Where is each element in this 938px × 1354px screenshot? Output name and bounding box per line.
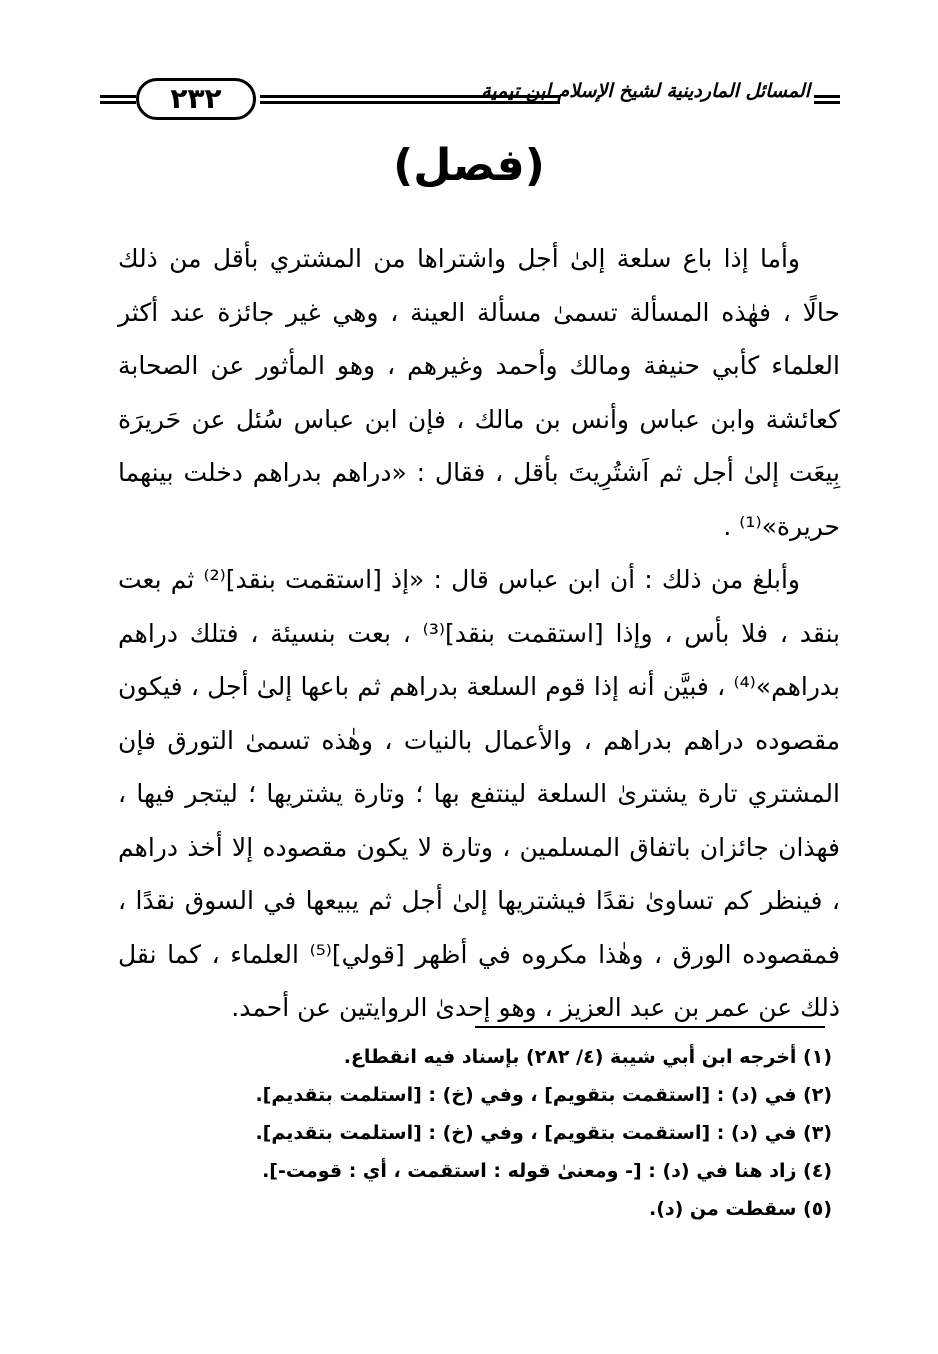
footnote-separator xyxy=(475,1026,825,1028)
header-rule xyxy=(814,95,840,98)
page-header xyxy=(100,70,840,130)
footnote: (٤) زاد هنا في (د) : [- ومعنىٰ قوله : استقمت ، أي : قومت-]. xyxy=(262,1160,832,1182)
header-rule xyxy=(814,101,840,104)
header-rule xyxy=(100,95,136,98)
footnote: (٥) سقطت من (د). xyxy=(648,1198,832,1220)
footnote: (٢) في (د) : [استقمت بتقويم] ، وفي (خ) : [استلمت بتقديم]. xyxy=(255,1084,832,1106)
header-rule xyxy=(100,101,136,104)
paragraph: وأبلغ من ذلك : أن ابن عباس قال : «إذ [استقمت بنقد]⁽²⁾ ثم بعت بنقد ، فلا بأس ، وإذا [استقمت بنقد]⁽³⁾ ، بعت بنسيئة ، فتلك دراهم بدراهم»⁽⁴⁾ ، فبيَّن أنه إذا قوم السلعة بدراهم ثم باعها إلىٰ أجل ، فيكون مقصوده دراهم بدراهم ، والأعمال بالنيات ، وهٰذه تسمىٰ التورق فإن المشتري تارة يشترىٰ السلعة لينتفع بها ؛ وتارة يشتريها ؛ ليتجر فيها ، فهذان جائزان باتفاق المسلمين ، وتارة لا يكون مقصوده إلا أخذ دراهم ، فينظر كم تساوىٰ نقدًا فيشتريها إلىٰ أجل ثم يبيعها في السوق نقدًا ، فمقصوده الورق ، وهٰذا مكروه في أظهر [قولي]⁽⁵⁾ العلماء ، كما نقل ذلك عن عمر بن عبد العزيز ، وهو إحدىٰ الروايتين عن أحمد. xyxy=(118,565,840,1022)
section-title: (فصل) xyxy=(393,140,545,191)
paragraph: وأما إذا باع سلعة إلىٰ أجل واشتراها من المشتري بأقل من ذلك حالًا ، فهٰذه المسألة تسمىٰ مسألة العينة ، وهي غير جائزة عند أكثر العلماء كأبي حنيفة ومالك وأحمد وغيرهم ، وهو المأثور عن الصحابة كعائشة وابن عباس وأنس بن مالك ، فإن ابن عباس سُئل عن حَريرَة بِيعَت إلىٰ أجل ثم اَشتُرِيتَ بأقل ، فقال : «دراهم بدراهم دخلت بينهما حريرة»⁽¹⁾ . xyxy=(118,244,840,541)
footnote: (١) أخرجه ابن أبي شيبة (٤/ ٢٨٢) بإسناد فيه انقطاع. xyxy=(343,1046,832,1068)
running-title: المسائل الماردينية لشيخ الإسلام ابن تيمية xyxy=(481,80,810,102)
footnotes xyxy=(118,1038,832,1228)
page-number: ٢٣٢ xyxy=(136,78,256,120)
footnote: (٣) في (د) : [استقمت بتقويم] ، وفي (خ) : [استلمت بتقديم]. xyxy=(255,1122,832,1144)
body-text xyxy=(118,232,840,1035)
